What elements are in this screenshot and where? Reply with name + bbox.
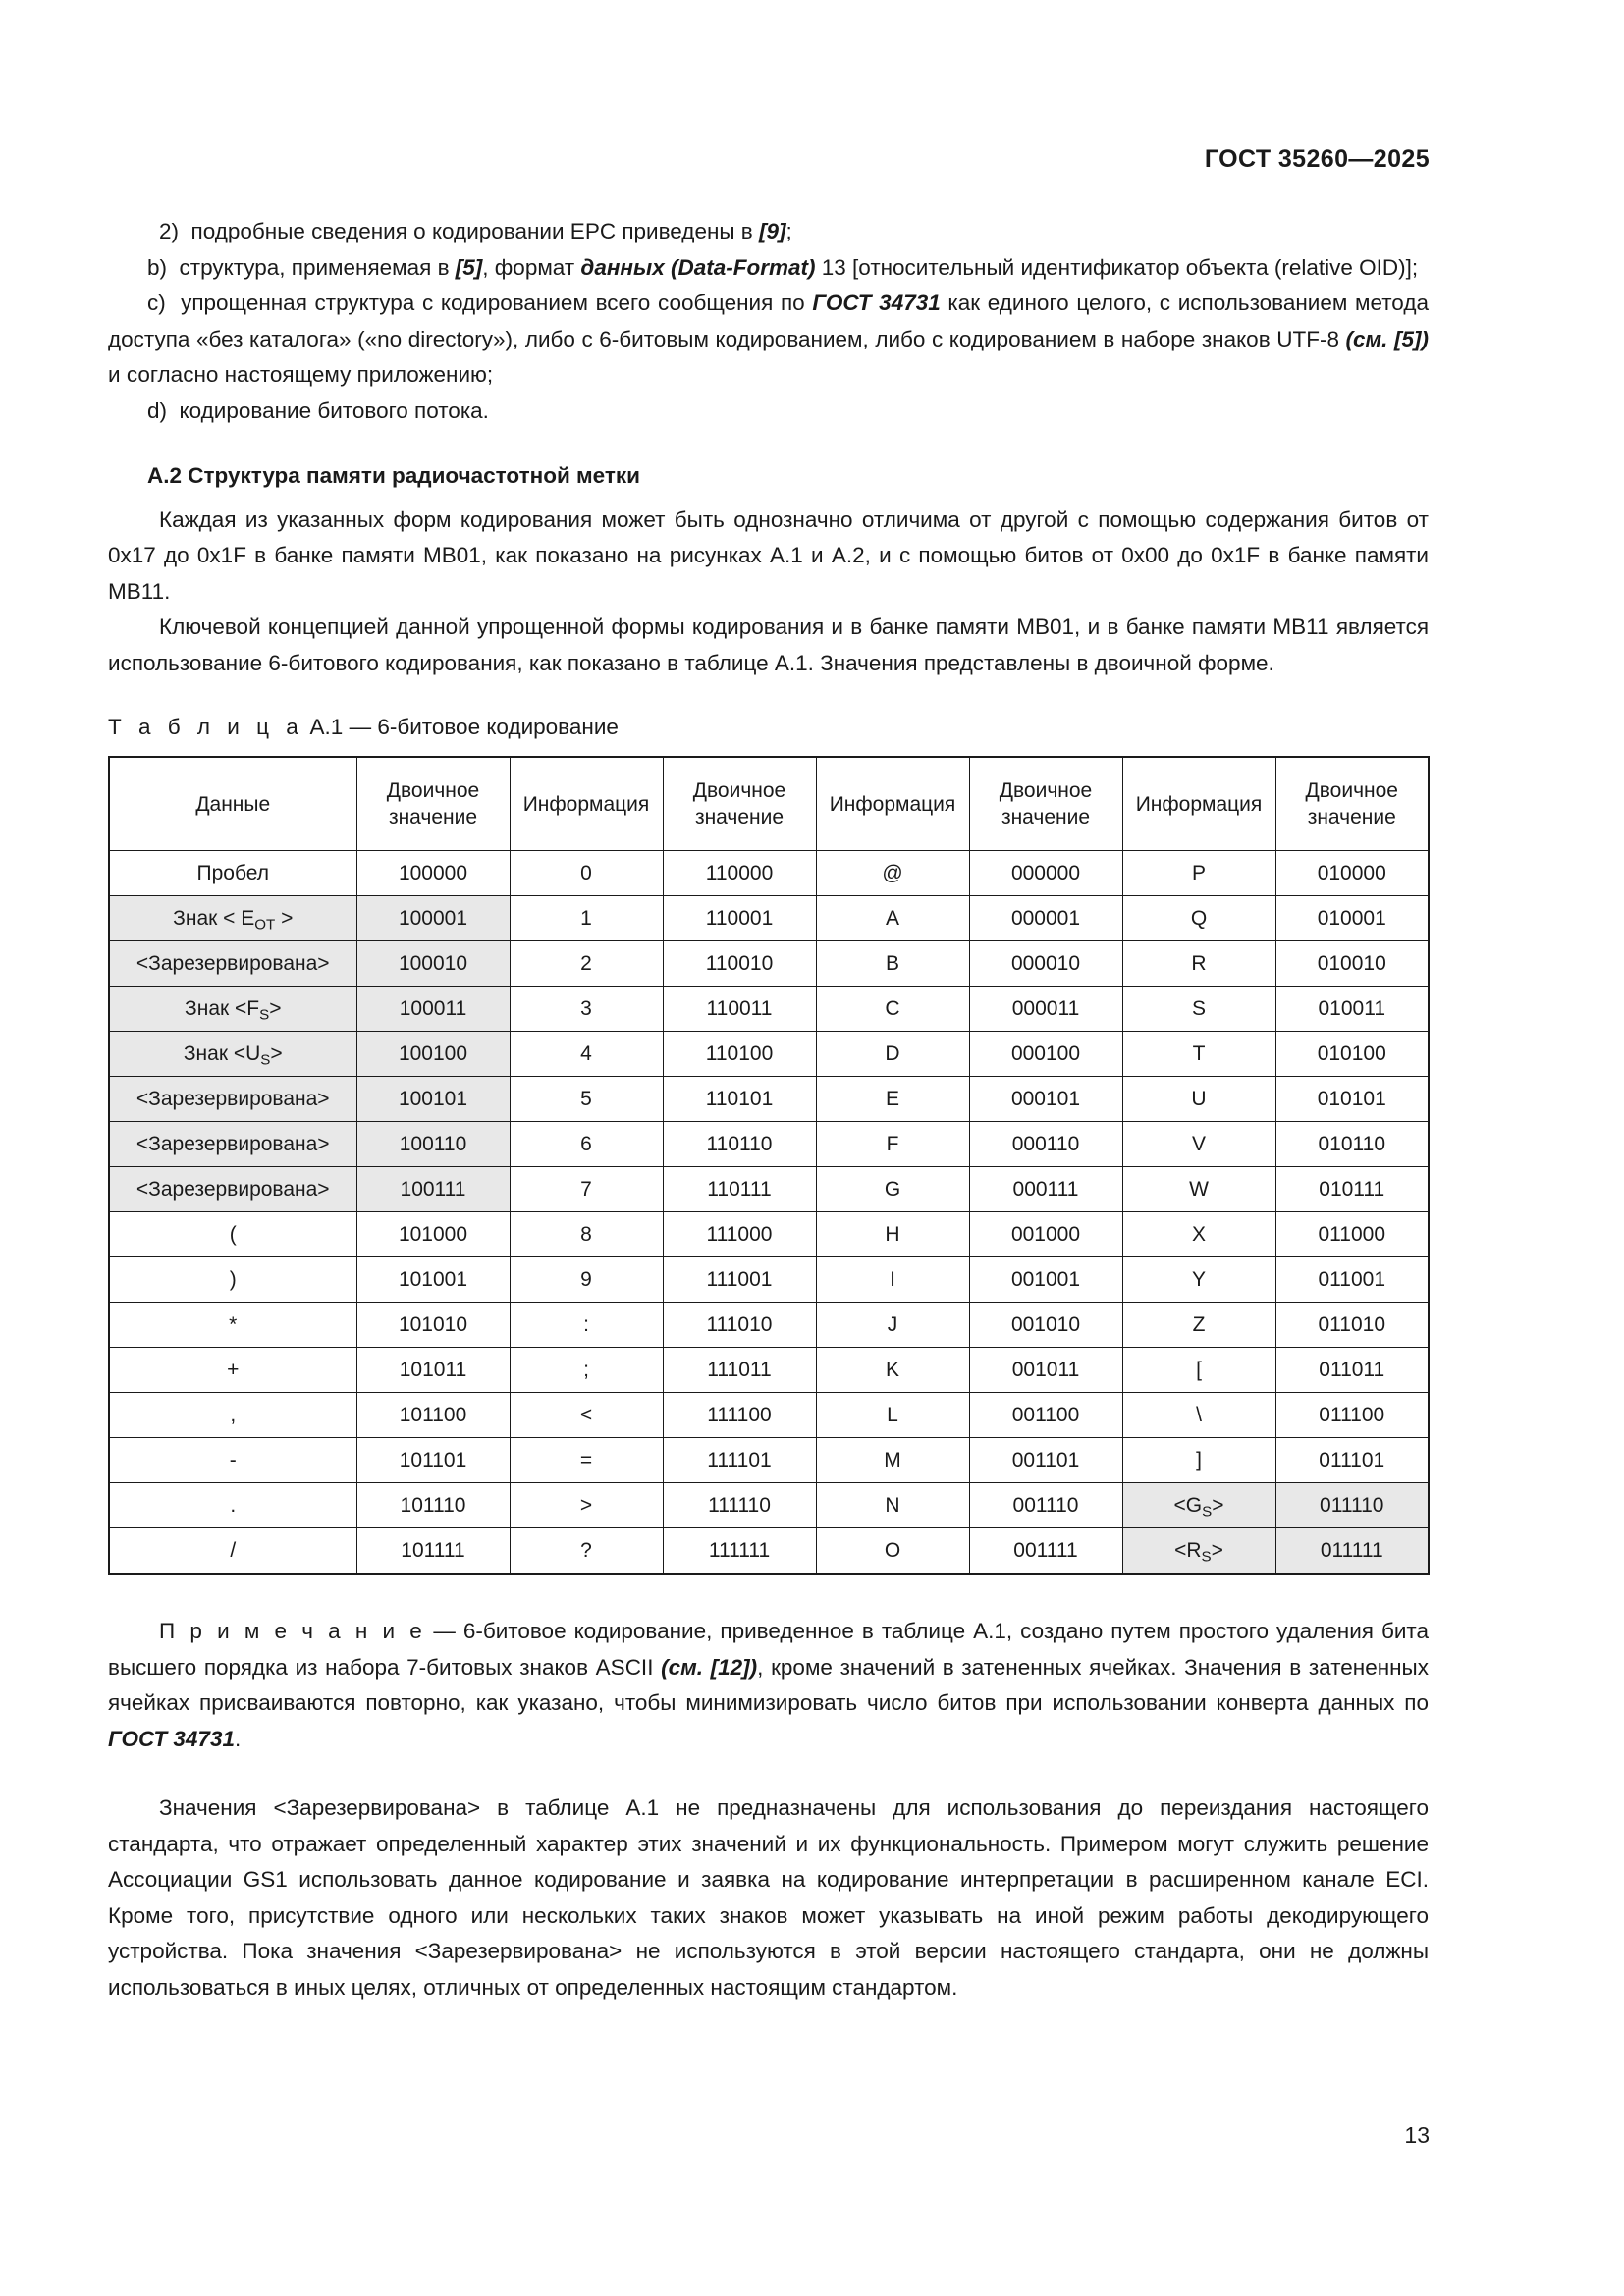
table-cell-r2-c5: 000010 xyxy=(969,941,1122,987)
table-note-emphasis-2: ГОСТ 34731 xyxy=(108,1726,235,1751)
table-cell-r0-c1: 100000 xyxy=(356,851,510,896)
table-cell-r4-c5: 000100 xyxy=(969,1032,1122,1077)
table-row xyxy=(109,1212,1429,1257)
cell-subscript: S xyxy=(1202,1503,1213,1521)
cell-text: [ xyxy=(1196,1359,1202,1381)
cell-text-suffix: > xyxy=(1212,1494,1224,1517)
table-cell-r1-c3: 110001 xyxy=(663,896,816,941)
table-cell-r3-c7: 010011 xyxy=(1275,987,1429,1032)
list-item-2 xyxy=(108,214,1429,250)
table-header-line-1: Информация xyxy=(522,792,650,816)
table-row xyxy=(109,1122,1429,1167)
table-head xyxy=(109,757,1429,851)
table-caption-word: Т а б л и ц а xyxy=(108,715,304,739)
table-cell-r7-c5: 000111 xyxy=(969,1167,1122,1212)
table-cell-r13-c3: 111101 xyxy=(663,1438,816,1483)
table-cell-r4-c4: D xyxy=(816,1032,969,1077)
table-cell-r4-c6 xyxy=(1122,1032,1275,1077)
table-row xyxy=(109,1483,1429,1528)
table-cell-r6-c1: 100110 xyxy=(356,1122,510,1167)
table-cell-r12-c6 xyxy=(1122,1393,1275,1438)
table-cell-r13-c0 xyxy=(109,1438,356,1483)
table-cell-r15-c1: 101111 xyxy=(356,1528,510,1575)
table-cell-r0-c3: 110000 xyxy=(663,851,816,896)
table-cell-r1-c6 xyxy=(1122,896,1275,941)
cell-text: - xyxy=(229,1449,237,1471)
table-cell-r5-c4: E xyxy=(816,1077,969,1122)
table-row xyxy=(109,1077,1429,1122)
cell-text: Знак <F xyxy=(185,997,260,1020)
table-cell-r12-c5: 001100 xyxy=(969,1393,1122,1438)
table-cell-r10-c0 xyxy=(109,1303,356,1348)
cell-text-suffix: > xyxy=(270,1042,283,1065)
table-header-line-2: значение xyxy=(694,806,785,828)
table-cell-r2-c0 xyxy=(109,941,356,987)
table-cell-r13-c1: 101101 xyxy=(356,1438,510,1483)
table-cell-r11-c2: ; xyxy=(510,1348,663,1393)
list-item-c-text-3: и согласно настоящему приложению; xyxy=(108,362,494,387)
table-cell-r11-c0 xyxy=(109,1348,356,1393)
cell-text: <G xyxy=(1173,1494,1203,1517)
table-header-line-1: Двоичное xyxy=(386,779,480,802)
table-header-row xyxy=(109,757,1429,851)
cell-text: R xyxy=(1191,952,1207,975)
table-cell-r8-c1: 101000 xyxy=(356,1212,510,1257)
running-header-standard-ref: ГОСТ 35260—2025 xyxy=(1204,145,1430,173)
cell-subscript: S xyxy=(1201,1548,1212,1566)
table-cell-r10-c7: 011010 xyxy=(1275,1303,1429,1348)
table-cell-r5-c2: 5 xyxy=(510,1077,663,1122)
table-cell-r12-c2: < xyxy=(510,1393,663,1438)
cell-text: T xyxy=(1192,1042,1206,1065)
six-bit-encoding-table xyxy=(108,756,1430,1575)
list-item-c-emphasis-1: ГОСТ 34731 xyxy=(812,291,941,315)
table-cell-r11-c1: 101011 xyxy=(356,1348,510,1393)
table-header-cell-7 xyxy=(1275,757,1429,851)
table-header-cell-6 xyxy=(1122,757,1275,851)
table-cell-r4-c3: 110100 xyxy=(663,1032,816,1077)
table-cell-r12-c0 xyxy=(109,1393,356,1438)
cell-text: <Зарезервирована> xyxy=(135,1178,330,1201)
list-item-2-text: подробные сведения о кодировании EPC приведены в xyxy=(190,219,753,243)
table-row xyxy=(109,1257,1429,1303)
table-row xyxy=(109,941,1429,987)
table-cell-r14-c1: 101110 xyxy=(356,1483,510,1528)
table-cell-r1-c5: 000001 xyxy=(969,896,1122,941)
table-cell-r7-c3: 110111 xyxy=(663,1167,816,1212)
list-item-b-text-3: 13 [относительный идентификатор объекта (relative OID)]; xyxy=(821,254,1419,280)
cell-text: ( xyxy=(229,1223,237,1246)
table-cell-r2-c1: 100010 xyxy=(356,941,510,987)
table-cell-r3-c4: C xyxy=(816,987,969,1032)
table-cell-r10-c4: J xyxy=(816,1303,969,1348)
list-item-d xyxy=(108,394,1429,430)
table-cell-r14-c5: 001110 xyxy=(969,1483,1122,1528)
section-heading-a2: A.2 Структура памяти радиочастотной метки xyxy=(147,463,640,488)
table-cell-r5-c0 xyxy=(109,1077,356,1122)
table-cell-r10-c3: 111010 xyxy=(663,1303,816,1348)
list-item-2-ref: [9] xyxy=(759,219,786,243)
table-cell-r12-c1: 101100 xyxy=(356,1393,510,1438)
cell-text: <Зарезервирована> xyxy=(135,1133,330,1155)
table-cell-r7-c2: 7 xyxy=(510,1167,663,1212)
table-cell-r14-c6 xyxy=(1122,1483,1275,1528)
table-cell-r9-c6 xyxy=(1122,1257,1275,1303)
table-cell-r15-c4: O xyxy=(816,1528,969,1575)
table-header-line-1: Двоичное xyxy=(999,779,1093,802)
list-item-b-marker: b) xyxy=(147,254,168,280)
table-cell-r3-c1: 100011 xyxy=(356,987,510,1032)
cell-text-suffix: > xyxy=(275,907,294,930)
table-cell-r9-c2: 9 xyxy=(510,1257,663,1303)
list-item-c xyxy=(108,286,1429,394)
table-row xyxy=(109,896,1429,941)
cell-text: W xyxy=(1189,1178,1209,1201)
cell-text: Пробел xyxy=(196,862,269,884)
table-cell-r12-c4: L xyxy=(816,1393,969,1438)
table-cell-r5-c1: 100101 xyxy=(356,1077,510,1122)
list-item-b-text-2: , формат xyxy=(482,254,575,280)
table-row xyxy=(109,1438,1429,1483)
table-cell-r1-c0 xyxy=(109,896,356,941)
table-cell-r10-c2: : xyxy=(510,1303,663,1348)
table-cell-r13-c7: 011101 xyxy=(1275,1438,1429,1483)
cell-text: , xyxy=(230,1404,237,1426)
cell-text: \ xyxy=(1196,1404,1202,1426)
cell-text: + xyxy=(227,1359,240,1381)
table-cell-r6-c3: 110110 xyxy=(663,1122,816,1167)
table-cell-r11-c3: 111011 xyxy=(663,1348,816,1393)
table-row xyxy=(109,1032,1429,1077)
table-caption-dash: — xyxy=(349,715,372,739)
table-cell-r6-c6 xyxy=(1122,1122,1275,1167)
table-cell-r6-c5: 000110 xyxy=(969,1122,1122,1167)
cell-subscript: S xyxy=(260,1051,271,1069)
cell-text: S xyxy=(1191,997,1206,1020)
cell-text: V xyxy=(1191,1133,1206,1155)
table-cell-r15-c2: ? xyxy=(510,1528,663,1575)
table-row xyxy=(109,1303,1429,1348)
table-cell-r9-c4: I xyxy=(816,1257,969,1303)
cell-text-suffix: > xyxy=(269,997,282,1020)
table-cell-r3-c3: 110011 xyxy=(663,987,816,1032)
table-header-line-1: Данные xyxy=(195,792,271,816)
cell-text: U xyxy=(1191,1088,1207,1110)
table-header-cell-1 xyxy=(356,757,510,851)
table-cell-r14-c4: N xyxy=(816,1483,969,1528)
list-item-b-ref-1: [5] xyxy=(455,254,483,280)
table-note-lead: П р и м е ч а н и е xyxy=(159,1619,426,1643)
table-cell-r5-c3: 110101 xyxy=(663,1077,816,1122)
table-header-line-1: Двоичное xyxy=(692,779,786,802)
table-cell-r10-c5: 001010 xyxy=(969,1303,1122,1348)
cell-text: X xyxy=(1191,1223,1206,1246)
table-cell-r8-c7: 011000 xyxy=(1275,1212,1429,1257)
list-item-c-emphasis-2: (см. [5]) xyxy=(1345,326,1429,351)
table-cell-r10-c6 xyxy=(1122,1303,1275,1348)
table-cell-r1-c7: 010001 xyxy=(1275,896,1429,941)
cell-text: Y xyxy=(1191,1268,1206,1291)
table-cell-r6-c4: F xyxy=(816,1122,969,1167)
table-body xyxy=(109,851,1429,1575)
table-cell-r0-c0 xyxy=(109,851,356,896)
cell-text: Знак < E xyxy=(173,907,255,930)
table-cell-r15-c7: 011111 xyxy=(1275,1528,1429,1575)
cell-text: ] xyxy=(1196,1449,1202,1471)
cell-text: ) xyxy=(229,1268,237,1291)
table-cell-r8-c0 xyxy=(109,1212,356,1257)
table-cell-r2-c2: 2 xyxy=(510,941,663,987)
paragraph-a2-1: Каждая из указанных форм кодирования может быть однозначно отличима от другой с помощью содержания битов от 0x17 до 0x1F в банке памяти MB01, как показано на рисунках А.1 и А.2, и с помощью битов от 0x00 до 0x1F в банке памяти MB11. xyxy=(108,507,1429,604)
list-item-b-emphasis: данных (Data-Format) xyxy=(580,254,816,280)
table-note-text-2: , кроме значений в затененных ячейках. Значения в затененных ячейках присваиваются повторно, как указано, чтобы минимизировать число битов при использовании конверта данных по xyxy=(108,1654,1429,1715)
list-item-c-text-1: упрощенная структура с кодированием всего сообщения по xyxy=(181,291,805,315)
table-cell-r7-c7: 010111 xyxy=(1275,1167,1429,1212)
table-header-line-2: значение xyxy=(1001,806,1091,828)
cell-text: / xyxy=(230,1539,237,1562)
table-cell-r3-c0 xyxy=(109,987,356,1032)
table-row xyxy=(109,1393,1429,1438)
table-cell-r1-c1: 100001 xyxy=(356,896,510,941)
table-cell-r13-c4: M xyxy=(816,1438,969,1483)
table-cell-r2-c7: 010010 xyxy=(1275,941,1429,987)
table-cell-r5-c6 xyxy=(1122,1077,1275,1122)
table-header-line-1: Двоичное xyxy=(1305,779,1398,802)
table-cell-r8-c3: 111000 xyxy=(663,1212,816,1257)
table-cell-r0-c6 xyxy=(1122,851,1275,896)
table-cell-r5-c7: 010101 xyxy=(1275,1077,1429,1122)
cell-text: * xyxy=(229,1313,238,1336)
cell-subscript: S xyxy=(259,1006,270,1024)
table-header-cell-3 xyxy=(663,757,816,851)
table-cell-r8-c4: H xyxy=(816,1212,969,1257)
table-cell-r4-c1: 100100 xyxy=(356,1032,510,1077)
table-cell-r9-c5: 001001 xyxy=(969,1257,1122,1303)
post-table-content xyxy=(108,1614,1429,2005)
cell-text: Q xyxy=(1190,907,1208,930)
table-header-cell-5 xyxy=(969,757,1122,851)
table-cell-r6-c0 xyxy=(109,1122,356,1167)
cell-text: P xyxy=(1191,862,1206,884)
table-cell-r1-c4: A xyxy=(816,896,969,941)
table-note-emphasis-1: (см. [12]) xyxy=(661,1654,758,1680)
table-cell-r3-c2: 3 xyxy=(510,987,663,1032)
cell-text: . xyxy=(230,1494,237,1517)
paragraph-a2-2: Ключевой концепцией данной упрощенной формы кодирования и в банке памяти MB01, и в банке памяти MB11 является использование 6-битового кодирования, как показано в таблице А.1. Значения представлены в двоичной форме. xyxy=(108,614,1429,675)
table-cell-r0-c7: 010000 xyxy=(1275,851,1429,896)
table-note xyxy=(108,1614,1429,1757)
table-row xyxy=(109,1167,1429,1212)
table-cell-r7-c6 xyxy=(1122,1167,1275,1212)
table-cell-r15-c5: 001111 xyxy=(969,1528,1122,1575)
list-item-d-text: кодирование битового потока. xyxy=(179,398,489,423)
table-note-dash: — xyxy=(433,1619,456,1643)
table-cell-r14-c0 xyxy=(109,1483,356,1528)
table-cell-r11-c5: 001011 xyxy=(969,1348,1122,1393)
table-cell-r12-c7: 011100 xyxy=(1275,1393,1429,1438)
cell-text: <Зарезервирована> xyxy=(135,1088,330,1110)
table-cell-r0-c5: 000000 xyxy=(969,851,1122,896)
table-cell-r9-c7: 011001 xyxy=(1275,1257,1429,1303)
cell-text: <R xyxy=(1174,1539,1202,1562)
table-caption xyxy=(108,713,1429,742)
table-cell-r0-c4: @ xyxy=(816,851,969,896)
table-cell-r7-c1: 100111 xyxy=(356,1167,510,1212)
table-cell-r11-c6 xyxy=(1122,1348,1275,1393)
page-number: 13 xyxy=(1404,2122,1430,2148)
table-cell-r3-c6 xyxy=(1122,987,1275,1032)
cell-text-suffix: > xyxy=(1211,1539,1223,1562)
table-cell-r15-c0 xyxy=(109,1528,356,1575)
cell-text: Z xyxy=(1192,1313,1206,1336)
table-cell-r11-c4: K xyxy=(816,1348,969,1393)
table-cell-r13-c2: = xyxy=(510,1438,663,1483)
table-cell-r8-c5: 001000 xyxy=(969,1212,1122,1257)
table-cell-r15-c6 xyxy=(1122,1528,1275,1575)
list-item-c-marker: c) xyxy=(147,291,166,315)
table-header-line-2: значение xyxy=(1307,806,1396,828)
table-cell-r2-c4: B xyxy=(816,941,969,987)
cell-subscript: OT xyxy=(254,916,276,934)
table-note-text-3: . xyxy=(234,1726,242,1751)
list-item-2-suffix: ; xyxy=(785,219,792,243)
table-cell-r14-c2: > xyxy=(510,1483,663,1528)
table-cell-r13-c5: 001101 xyxy=(969,1438,1122,1483)
list-item-c-text-2: как единого целого, с использованием метода доступа «без каталога» («no directory»), либо с 6-битовым кодированием, либо с кодированием в наборе знаков UTF-8 xyxy=(108,291,1429,351)
table-cell-r1-c2: 1 xyxy=(510,896,663,941)
table-header-line-2: значение xyxy=(388,806,478,828)
table-cell-r2-c6 xyxy=(1122,941,1275,987)
table-cell-r6-c7: 010110 xyxy=(1275,1122,1429,1167)
cell-text: <Зарезервирована> xyxy=(135,952,330,975)
table-caption-title: 6-битовое кодирование xyxy=(377,715,619,739)
table-row xyxy=(109,851,1429,896)
table-cell-r11-c7: 011011 xyxy=(1275,1348,1429,1393)
table-header-line-1: Информация xyxy=(829,792,956,816)
table-cell-r9-c1: 101001 xyxy=(356,1257,510,1303)
list-item-2-marker: 2) xyxy=(159,219,180,243)
table-cell-r7-c0 xyxy=(109,1167,356,1212)
table-cell-r2-c3: 110010 xyxy=(663,941,816,987)
table-row xyxy=(109,1348,1429,1393)
table-header-cell-4 xyxy=(816,757,969,851)
table-cell-r9-c0 xyxy=(109,1257,356,1303)
closing-paragraph: Значения <Зарезервирована> в таблице А.1 не предназначены для использования до переиздания настоящего стандарта, что отражает определенный характер этих значений и их функциональность. Примером могут служить решение Ассоциации GS1 использовать данное кодирование и заявка на кодирование интерпретации в расширенном канале ECI. Кроме того, присутствие одного или нескольких таких знаков может указывать на иной режим работы декодирующего устройства. Пока значения <Зарезервирована> не используются в этой версии настоящего стандарта, они не должны использоваться в иных целях, отличных от определенных настоящим стандартом. xyxy=(108,1795,1429,2000)
table-cell-r9-c3: 111001 xyxy=(663,1257,816,1303)
table-cell-r0-c2: 0 xyxy=(510,851,663,896)
table-caption-number: А.1 xyxy=(309,715,344,739)
table-header-cell-0 xyxy=(109,757,356,851)
table-cell-r13-c6 xyxy=(1122,1438,1275,1483)
page-content xyxy=(108,214,1429,2005)
table-cell-r3-c5: 000011 xyxy=(969,987,1122,1032)
table-cell-r14-c3: 111110 xyxy=(663,1483,816,1528)
table-cell-r4-c0 xyxy=(109,1032,356,1077)
table-cell-r15-c3: 111111 xyxy=(663,1528,816,1575)
table-cell-r12-c3: 111100 xyxy=(663,1393,816,1438)
table-cell-r5-c5: 000101 xyxy=(969,1077,1122,1122)
list-item-d-marker: d) xyxy=(147,398,168,423)
table-header-cell-2 xyxy=(510,757,663,851)
table-cell-r14-c7: 011110 xyxy=(1275,1483,1429,1528)
cell-text: Знак <U xyxy=(183,1042,261,1065)
table-header-line-1: Информация xyxy=(1135,792,1263,816)
table-row xyxy=(109,987,1429,1032)
table-cell-r4-c7: 010100 xyxy=(1275,1032,1429,1077)
table-note-text-1: 6-битовое кодирование, приведенное в таблице А.1, создано путем простого удаления бита высшего порядка из набора 7-битовых знаков ASCII xyxy=(108,1619,1429,1680)
list-item-b-text-1: структура, применяемая в xyxy=(179,254,450,280)
list-item-b xyxy=(108,250,1429,287)
table-cell-r10-c1: 101010 xyxy=(356,1303,510,1348)
table-row xyxy=(109,1528,1429,1575)
table-cell-r8-c2: 8 xyxy=(510,1212,663,1257)
table-cell-r8-c6 xyxy=(1122,1212,1275,1257)
table-cell-r7-c4: G xyxy=(816,1167,969,1212)
table-cell-r6-c2: 6 xyxy=(510,1122,663,1167)
table-cell-r4-c2: 4 xyxy=(510,1032,663,1077)
